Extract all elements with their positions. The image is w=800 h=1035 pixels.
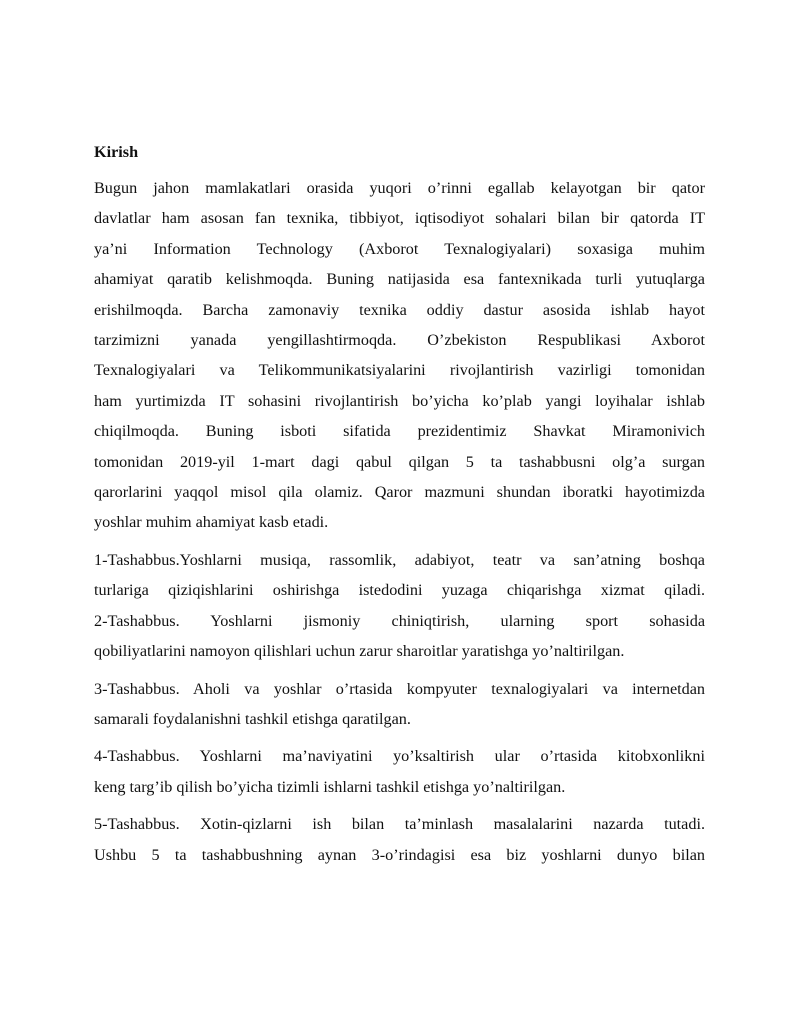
- text-line: yoshlar muhim ahamiyat kasb etadi.: [94, 513, 329, 532]
- text-line: ya’ni Information Technology (Axborot Texnalogiyalari) soxasiga muhim: [94, 239, 705, 258]
- text-line: tomonidan 2019-yil 1-mart dagi qabul qilgan 5 ta tashabbusni olg’a surgan: [94, 452, 705, 471]
- document-body: [94, 139, 705, 877]
- text-line: qobiliyatlarini namoyon qilishlari uchun zarur sharoitlar yaratishga yo’naltirilgan.: [94, 642, 625, 661]
- section-heading: Kirish: [94, 143, 139, 161]
- text-line: 3-Tashabbus. Aholi va yoshlar o’rtasida kompyuter texnalogiyalari va internetdan: [94, 679, 705, 698]
- paragraph-initiative-3: [94, 674, 705, 735]
- paragraph-intro: [94, 173, 705, 538]
- text-line: 5-Tashabbus. Xotin-qizlarni ish bilan ta’minlash masalalarini nazarda tutadi.: [94, 815, 705, 834]
- text-line: Texnalogiyalari va Telikommunikatsiyalarini rivojlantirish vazirligi tomonidan: [94, 361, 705, 380]
- paragraph-initiative-4: [94, 741, 705, 802]
- text-line: keng targ’ib qilish bo’yicha tizimli ishlarni tashkil etishga yo’naltirilgan.: [94, 777, 566, 796]
- text-line: 1-Tashabbus.Yoshlarni musiqa, rassomlik, adabiyot, teatr va san’atning boshqa: [94, 550, 705, 569]
- text-line: Bugun jahon mamlakatlari orasida yuqori o’rinni egallab kelayotgan bir qator: [94, 179, 705, 197]
- text-line: Ushbu 5 ta tashabbushning aynan 3-o’rindagisi esa biz yoshlarni dunyo bilan: [94, 845, 705, 864]
- text-line: 2-Tashabbus. Yoshlarni jismoniy chiniqtirish, ularning sport sohasida: [94, 611, 705, 630]
- text-line: chiqilmoqda. Buning isboti sifatida prezidentimiz Shavkat Miramonivich: [94, 422, 705, 441]
- paragraph-initiatives-1-2: [94, 545, 705, 667]
- text-line: davlatlar ham asosan fan texnika, tibbiyot, iqtisodiyot sohalari bilan bir qatorda IT: [94, 209, 705, 228]
- paragraph-initiative-5: [94, 809, 705, 870]
- text-line: qarorlarini yaqqol misol qila olamiz. Qaror mazmuni shundan iboratki hayotimizda: [94, 483, 705, 502]
- text-line: ham yurtimizda IT sohasini rivojlantirish bo’yicha ko’plab yangi loyihalar ishlab: [94, 391, 705, 410]
- text-line: ahamiyat qaratib kelishmoqda. Buning natijasida esa fantexnikada turli yutuqlarga: [94, 270, 705, 289]
- text-line: samarali foydalanishni tashkil etishga qaratilgan.: [94, 709, 411, 728]
- text-line: 4-Tashabbus. Yoshlarni ma’naviyatini yo’ksaltirish ular o’rtasida kitobxonlikni: [94, 747, 705, 766]
- text-line: turlariga qiziqishlarini oshirishga istedodini yuzaga chiqarishga xizmat qiladi.: [94, 581, 705, 600]
- text-line: erishilmoqda. Barcha zamonaviy texnika oddiy dastur asosida ishlab hayot: [94, 300, 705, 319]
- text-line: tarzimizni yanada yengillashtirmoqda. O’zbekiston Respublikasi Axborot: [94, 331, 705, 350]
